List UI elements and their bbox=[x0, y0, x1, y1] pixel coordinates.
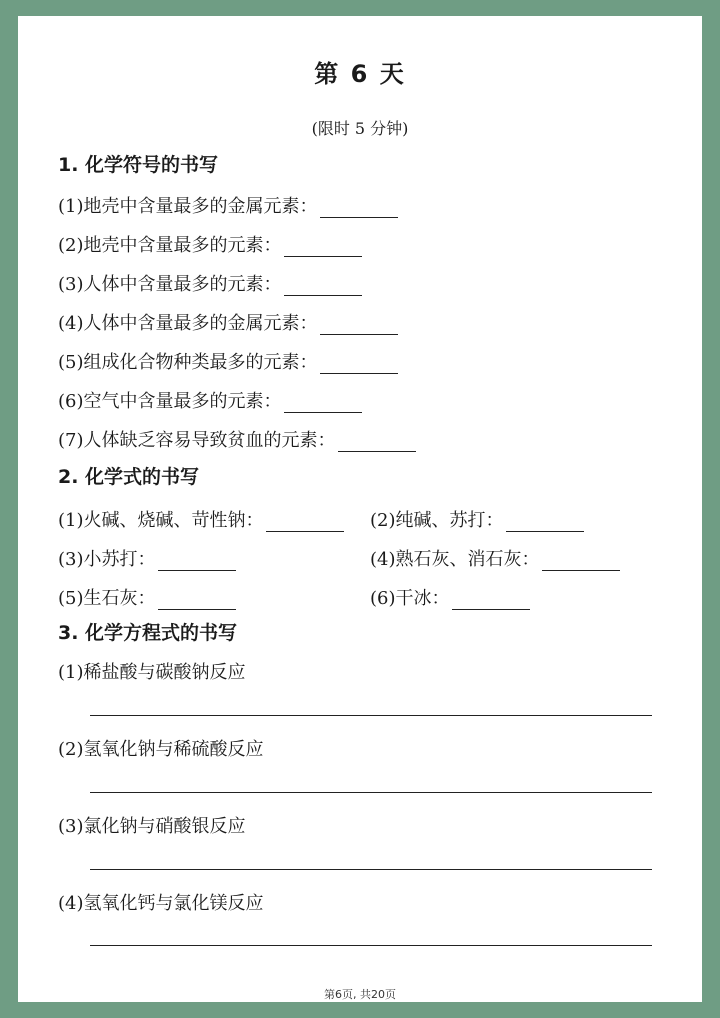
question-item: (2)氢氧化钠与稀硫酸反应 bbox=[58, 739, 264, 760]
page-title: 第 6 天 bbox=[314, 60, 406, 88]
page-footer: 第6页, 共20页 bbox=[324, 988, 396, 1001]
time-limit: (限时 5 分钟) bbox=[311, 119, 409, 138]
answer-blank[interactable] bbox=[284, 238, 362, 257]
answer-blank[interactable] bbox=[338, 433, 416, 452]
question-text: (2)地壳中含量最多的元素： bbox=[58, 235, 282, 256]
question-text: (4)人体中含量最多的金属元素： bbox=[58, 313, 318, 334]
answer-blank[interactable] bbox=[158, 591, 236, 610]
answer-line[interactable] bbox=[90, 869, 652, 870]
question-item: (4)氢氧化钙与氯化镁反应 bbox=[58, 893, 264, 914]
answer-blank[interactable] bbox=[320, 199, 398, 218]
question-text: (1)火碱、烧碱、苛性钠： bbox=[58, 510, 264, 531]
worksheet-page bbox=[18, 16, 702, 1002]
question-text: (6)干冰： bbox=[370, 588, 450, 609]
question-text: (3)小苏打： bbox=[58, 549, 156, 570]
section-heading: 1. 化学符号的书写 bbox=[58, 154, 219, 176]
question-item bbox=[370, 545, 620, 571]
question-item bbox=[58, 192, 398, 218]
answer-line[interactable] bbox=[90, 945, 652, 946]
question-item bbox=[370, 584, 530, 610]
answer-blank[interactable] bbox=[284, 277, 362, 296]
answer-blank[interactable] bbox=[284, 394, 362, 413]
question-item: (3)氯化钠与硝酸银反应 bbox=[58, 816, 246, 837]
question-item bbox=[58, 387, 362, 413]
answer-blank[interactable] bbox=[158, 552, 236, 571]
question-item bbox=[58, 348, 398, 374]
question-item: (1)稀盐酸与碳酸钠反应 bbox=[58, 662, 246, 683]
question-item bbox=[58, 231, 362, 257]
answer-blank[interactable] bbox=[506, 513, 584, 532]
question-item bbox=[58, 545, 236, 571]
question-item bbox=[58, 270, 362, 296]
question-item bbox=[58, 426, 416, 452]
question-text: (1)地壳中含量最多的金属元素： bbox=[58, 196, 318, 217]
answer-line[interactable] bbox=[90, 792, 652, 793]
answer-blank[interactable] bbox=[542, 552, 620, 571]
answer-line[interactable] bbox=[90, 715, 652, 716]
question-text: (5)生石灰： bbox=[58, 588, 156, 609]
answer-blank[interactable] bbox=[452, 591, 530, 610]
question-item bbox=[58, 584, 236, 610]
question-item bbox=[58, 506, 344, 532]
section-heading: 2. 化学式的书写 bbox=[58, 466, 200, 488]
question-text: (5)组成化合物种类最多的元素： bbox=[58, 352, 318, 373]
answer-blank[interactable] bbox=[320, 316, 398, 335]
question-text: (7)人体缺乏容易导致贫血的元素： bbox=[58, 430, 336, 451]
answer-blank[interactable] bbox=[266, 513, 344, 532]
question-text: (6)空气中含量最多的元素： bbox=[58, 391, 282, 412]
answer-blank[interactable] bbox=[320, 355, 398, 374]
question-text: (2)纯碱、苏打： bbox=[370, 510, 504, 531]
question-item bbox=[58, 309, 398, 335]
section-heading: 3. 化学方程式的书写 bbox=[58, 622, 238, 644]
question-text: (3)人体中含量最多的元素： bbox=[58, 274, 282, 295]
question-text: (4)熟石灰、消石灰： bbox=[370, 549, 540, 570]
question-item bbox=[370, 506, 584, 532]
